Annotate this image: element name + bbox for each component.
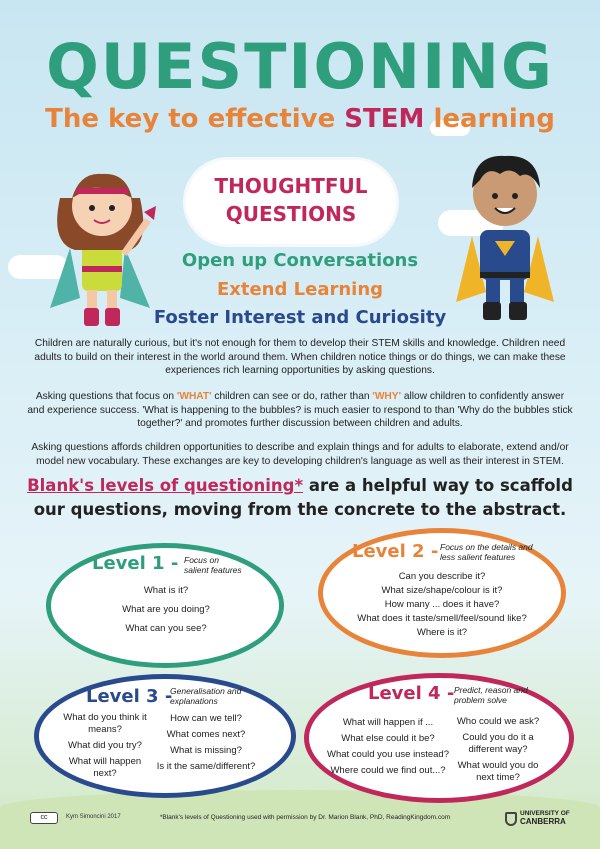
level-1-title: Level 1 - <box>92 553 179 574</box>
blank-levels-link: Blank's levels of questioning* <box>27 476 304 495</box>
list-item: Where could we find out...? <box>330 765 446 776</box>
list-item: What comes next? <box>166 729 246 740</box>
page-title: QUESTIONING <box>46 30 554 103</box>
level-3-questions-right <box>146 712 266 774</box>
list-item: What else could it be? <box>341 733 435 744</box>
list-item: What does it taste/smell/feel/sound like? <box>357 613 527 624</box>
thoughtful-questions-text: THOUGHTFUL QUESTIONS <box>214 174 368 226</box>
list-item: What size/shape/colour is it? <box>381 585 503 596</box>
point-extend-learning: Extend Learning <box>216 279 384 300</box>
blank-levels-heading: Blank's levels of questioning* are a helpful way to scaffold our questions, moving from the concrete to the abstract. <box>27 476 573 519</box>
intro-paragraph: Children are naturally curious, but it's not enough for them to develop their STEM skills and knowledge. Children need adults to build on their interest in the world around them. When children notice things or do things, we can make these experiences rich learning opportunities by asking questions. <box>34 338 566 376</box>
level-2-questions <box>336 570 548 640</box>
level-3-note: Generalisation and explanations <box>170 686 242 706</box>
girl-superhero-illustration <box>40 158 170 330</box>
list-item: What could you use instead? <box>327 749 449 760</box>
list-item: What do you think it means? <box>63 712 147 735</box>
list-item: How can we tell? <box>170 713 242 724</box>
level-1-note: Focus on salient features <box>184 555 242 575</box>
level-2-title: Level 2 - <box>352 541 439 562</box>
vocabulary-paragraph: Asking questions affords children opportunities to describe and explain things and for adults to elaborate, extend and/or model new vocabulary. These exchanges are key to developing children's language as well as their interest in STEM. <box>31 442 569 467</box>
list-item: Who could we ask? <box>456 716 540 727</box>
list-item: Could you do it a different way? <box>462 732 534 755</box>
list-item: What will happen next? <box>68 756 142 779</box>
level-3-questions-left <box>62 712 148 780</box>
list-item: What will happen if ... <box>342 717 434 728</box>
level-3-title: Level 3 - <box>86 686 173 707</box>
level-4-questions-left <box>326 716 450 778</box>
list-item: What is it? <box>143 585 189 596</box>
list-item: What would you do next time? <box>457 760 539 783</box>
level-4-note: Predict, reason and problem solve <box>454 685 528 705</box>
university-logo-text: UNIVERSITY OF CANBERRA <box>520 810 570 826</box>
list-item: How many ... does it have? <box>384 599 500 610</box>
list-item: What did you try? <box>68 740 142 751</box>
list-item: What is missing? <box>170 745 242 756</box>
level-2-note: Focus on the details and less salient features <box>440 542 533 562</box>
point-conversations: Open up Conversations <box>181 250 419 271</box>
page-subtitle: The key to effective STEM learning <box>45 104 555 134</box>
level-4-title: Level 4 - <box>368 683 455 704</box>
creative-commons-badge: cc <box>30 812 58 824</box>
author-credit: Kym Simoncini 2017 <box>66 814 121 820</box>
university-logo-icon <box>505 812 517 826</box>
list-item: Is it the same/different? <box>156 761 256 772</box>
level-1-questions <box>86 584 246 636</box>
list-item: Where is it? <box>416 627 468 638</box>
list-item: What can you see? <box>125 623 207 634</box>
boy-superhero-illustration <box>450 146 560 326</box>
blank-credit: *Blank's levels of Questioning used with permission by Dr. Marion Blank, PhD, ReadingKingdom.com <box>159 814 451 821</box>
what-why-paragraph: Asking questions that focus on 'WHAT' children can see or do, rather than 'WHY' allow children to confidently answer and experience success. 'What is happening to the bubbles? is much easier to respond to than 'Why do the bubbles stick together?' and promotes further discussion between children and adults. <box>27 391 573 429</box>
stem-highlight: STEM <box>344 104 425 134</box>
level-4-questions-right <box>450 716 546 784</box>
point-foster-interest: Foster Interest and Curiosity <box>153 307 447 328</box>
list-item: Can you describe it? <box>398 571 486 582</box>
list-item: What are you doing? <box>122 604 210 615</box>
